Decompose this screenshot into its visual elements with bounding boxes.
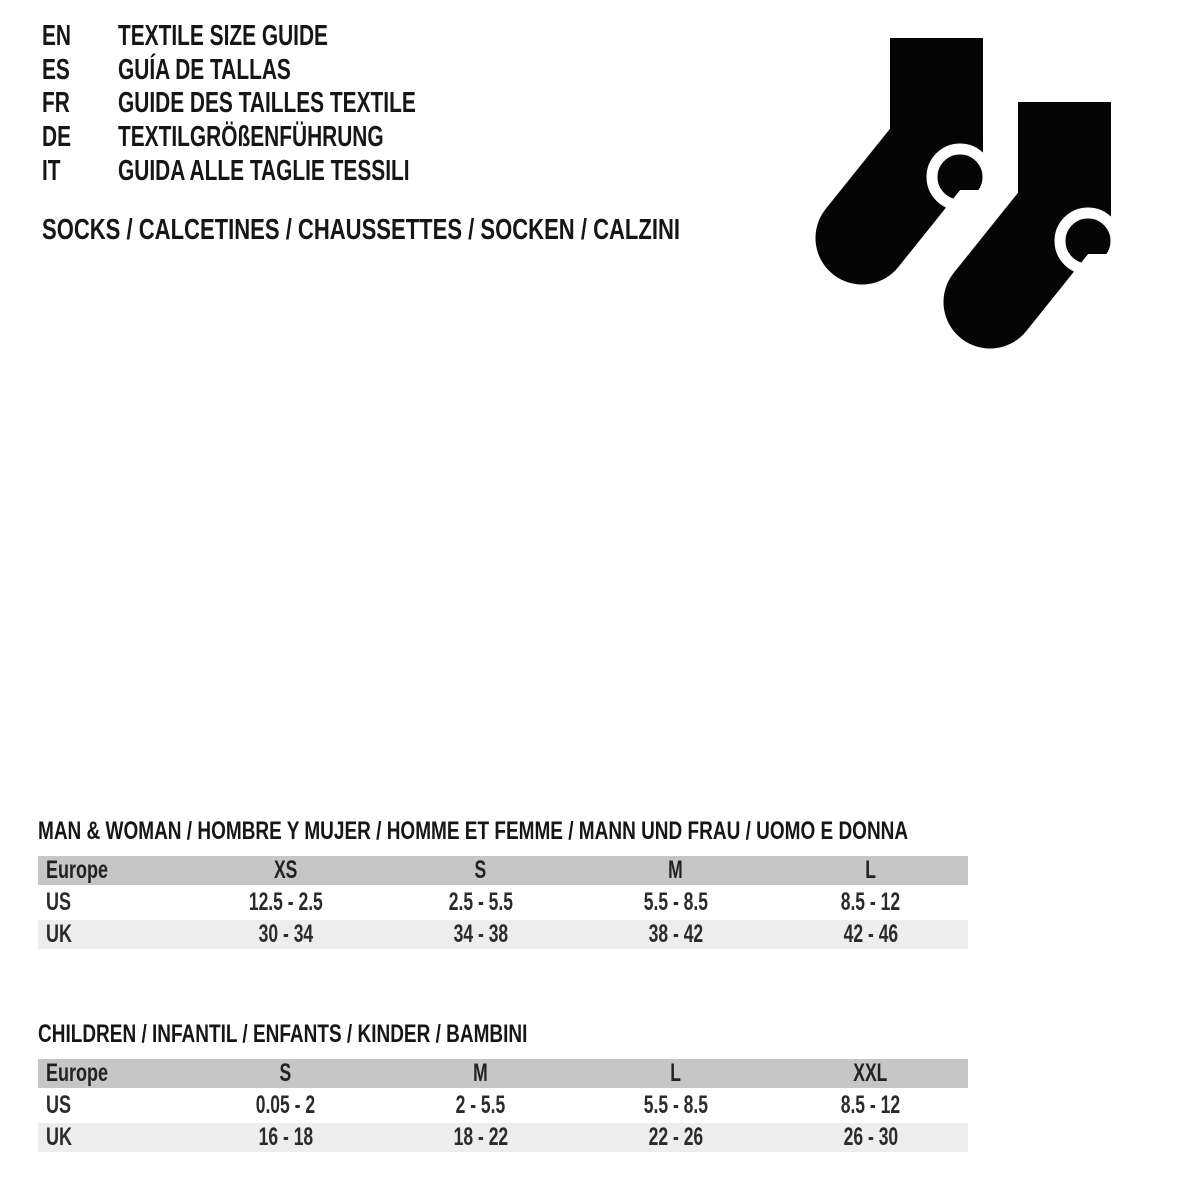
children-size-table: [38, 1056, 968, 1155]
language-row-es: [42, 54, 532, 88]
man-woman-size-table: [38, 853, 968, 952]
cell-value: 16 - 18: [188, 1123, 383, 1152]
man-woman-title: MAN & WOMAN / HOMBRE Y MUJER / HOMME ET FEMME / MANN UND FRAU / UOMO E DONNA: [38, 817, 909, 845]
cell-value: 12.5 - 2.5: [188, 888, 383, 917]
col-region: Europe: [38, 856, 188, 885]
table-row-us: [38, 888, 968, 917]
col-size-l: L: [578, 1059, 773, 1088]
col-size-l: L: [773, 856, 968, 885]
language-row-fr: [42, 87, 532, 121]
col-size-m: M: [383, 1059, 578, 1088]
socks-icon: [805, 25, 1135, 355]
col-size-xs: XS: [188, 856, 383, 885]
cell-value: 18 - 22: [383, 1123, 578, 1152]
row-label: UK: [38, 920, 188, 949]
language-code: EN: [42, 20, 72, 53]
language-label: GUIDE DES TAILLES TEXTILE: [118, 87, 416, 120]
man-woman-section: [38, 818, 968, 952]
language-row-de: [42, 121, 532, 155]
table-row-uk: [38, 1123, 968, 1152]
cell-value: 0.05 - 2: [188, 1091, 383, 1120]
language-label: GUÍA DE TALLAS: [118, 53, 291, 86]
cell-value: 38 - 42: [578, 920, 773, 949]
header-row: [38, 856, 968, 885]
cell-value: 5.5 - 8.5: [578, 888, 773, 917]
children-title: CHILDREN / INFANTIL / ENFANTS / KINDER / BAMBINI: [38, 1020, 528, 1048]
cell-value: 42 - 46: [773, 920, 968, 949]
sock-right-shape: [990, 102, 1116, 302]
col-size-xxl: XXL: [773, 1059, 968, 1088]
language-code: FR: [42, 87, 70, 120]
col-region: Europe: [38, 1059, 188, 1088]
language-row-en: [42, 20, 532, 54]
language-label: TEXTILE SIZE GUIDE: [118, 20, 328, 53]
language-code: IT: [42, 154, 61, 187]
cell-value: 34 - 38: [383, 920, 578, 949]
language-row-it: [42, 154, 532, 188]
col-size-m: M: [578, 856, 773, 885]
header-row: [38, 1059, 968, 1088]
cell-value: 2.5 - 5.5: [383, 888, 578, 917]
table-row-uk: [38, 920, 968, 949]
language-code: ES: [42, 53, 70, 86]
language-label: TEXTILGRÖßENFÜHRUNG: [118, 121, 384, 154]
cell-value: 8.5 - 12: [773, 1091, 968, 1120]
col-size-s: S: [188, 1059, 383, 1088]
table-row-us: [38, 1091, 968, 1120]
category-line: SOCKS / CALCETINES / CHAUSSETTES / SOCKEN / CALZINI: [42, 214, 680, 246]
language-label: GUIDA ALLE TAGLIE TESSILI: [118, 154, 410, 187]
row-label: US: [38, 1091, 188, 1120]
cell-value: 8.5 - 12: [773, 888, 968, 917]
col-size-s: S: [383, 856, 578, 885]
cell-value: 2 - 5.5: [383, 1091, 578, 1120]
row-label: US: [38, 888, 188, 917]
cell-value: 5.5 - 8.5: [578, 1091, 773, 1120]
children-section: [38, 1021, 968, 1155]
cell-value: 30 - 34: [188, 920, 383, 949]
language-list: [42, 20, 532, 188]
cell-value: 26 - 30: [773, 1123, 968, 1152]
language-code: DE: [42, 121, 72, 154]
row-label: UK: [38, 1123, 188, 1152]
cell-value: 22 - 26: [578, 1123, 773, 1152]
sock-left-shape: [862, 38, 988, 238]
